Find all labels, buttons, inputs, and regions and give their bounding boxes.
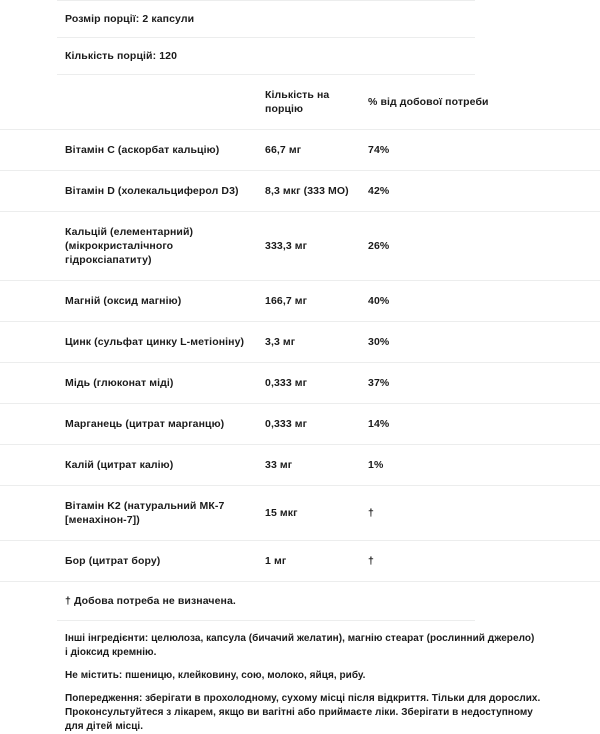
nutrient-name: Бор (цитрат бору) <box>0 541 265 582</box>
other-ingredients-text: Інші інгредієнти: целюлоза, капсула (бичачий желатин), магнію стеарат (рослинний джерело) і діоксид кремнію. <box>65 633 535 658</box>
nutrient-name: Вітамін D (холекальциферол D3) <box>0 171 265 212</box>
nutrient-daily-value: † <box>368 486 600 541</box>
serving-size-row: Розмір порції: 2 капсули <box>65 13 195 25</box>
table-row <box>0 363 600 404</box>
daily-value-footnote: † Добова потреба не визначена. <box>65 595 236 607</box>
nutrient-daily-value: 42% <box>368 171 600 212</box>
warning-text: Попередження: зберігати в прохолодному, сухому місці після відкриття. Тільки для дорослих. Проконсультуйтеся з лікарем, якщо ви вагітні або приймаєте ліки. Зберігати в недоступному для дітей місці. <box>65 693 541 732</box>
nutrient-amount: 8,3 мкг (333 МО) <box>265 171 368 212</box>
nutrient-daily-value: 40% <box>368 281 600 322</box>
nutrient-amount: 1 мг <box>265 541 368 582</box>
column-header-nutrient <box>0 75 265 130</box>
nutrient-amount: 0,333 мг <box>265 404 368 445</box>
nutrient-daily-value: 30% <box>368 322 600 363</box>
table-row <box>0 445 600 486</box>
nutrient-daily-value: † <box>368 541 600 582</box>
nutrient-amount: 3,3 мг <box>265 322 368 363</box>
column-header-amount: Кількість на порцію <box>265 75 368 130</box>
nutrient-amount: 33 мг <box>265 445 368 486</box>
nutrient-amount: 333,3 мг <box>265 212 368 281</box>
nutrient-daily-value: 1% <box>368 445 600 486</box>
allergen-free-text: Не містить: пшеницю, клейковину, сою, молоко, яйця, рибу. <box>65 670 366 681</box>
nutrient-name: Марганець (цитрат марганцю) <box>0 404 265 445</box>
table-row <box>0 130 600 171</box>
nutrient-name: Мідь (глюконат міді) <box>0 363 265 404</box>
serving-count-row: Кількість порцій: 120 <box>65 50 178 62</box>
nutrient-name: Магній (оксид магнію) <box>0 281 265 322</box>
nutrient-name: Цинк (сульфат цинку L-метіоніну) <box>0 322 265 363</box>
nutrient-daily-value: 37% <box>368 363 600 404</box>
nutrient-name: Кальцій (елементарний) (мікрокристалічного гідроксіапатиту) <box>0 212 265 281</box>
table-row <box>0 171 600 212</box>
nutrient-amount: 0,333 мг <box>265 363 368 404</box>
table-header <box>0 75 600 130</box>
nutrient-name: Вітамін C (аскорбат кальцію) <box>0 130 265 171</box>
nutrient-amount: 15 мкг <box>265 486 368 541</box>
table-row <box>0 281 600 322</box>
nutrition-facts-table <box>0 75 600 582</box>
nutrient-daily-value: 74% <box>368 130 600 171</box>
table-row <box>0 322 600 363</box>
table-body <box>0 130 600 582</box>
table-row <box>0 212 600 281</box>
nutrient-name: Вітамін K2 (натуральний МК-7 [менахінон-7]) <box>0 486 265 541</box>
nutrient-name: Калій (цитрат калію) <box>0 445 265 486</box>
nutrient-daily-value: 14% <box>368 404 600 445</box>
table-row <box>0 404 600 445</box>
nutrient-daily-value: 26% <box>368 212 600 281</box>
nutrient-amount: 66,7 мг <box>265 130 368 171</box>
column-header-daily-value: % від добової потреби <box>368 75 600 130</box>
nutrient-amount: 166,7 мг <box>265 281 368 322</box>
table-row <box>0 541 600 582</box>
table-header-row <box>0 75 600 130</box>
table-row <box>0 486 600 541</box>
